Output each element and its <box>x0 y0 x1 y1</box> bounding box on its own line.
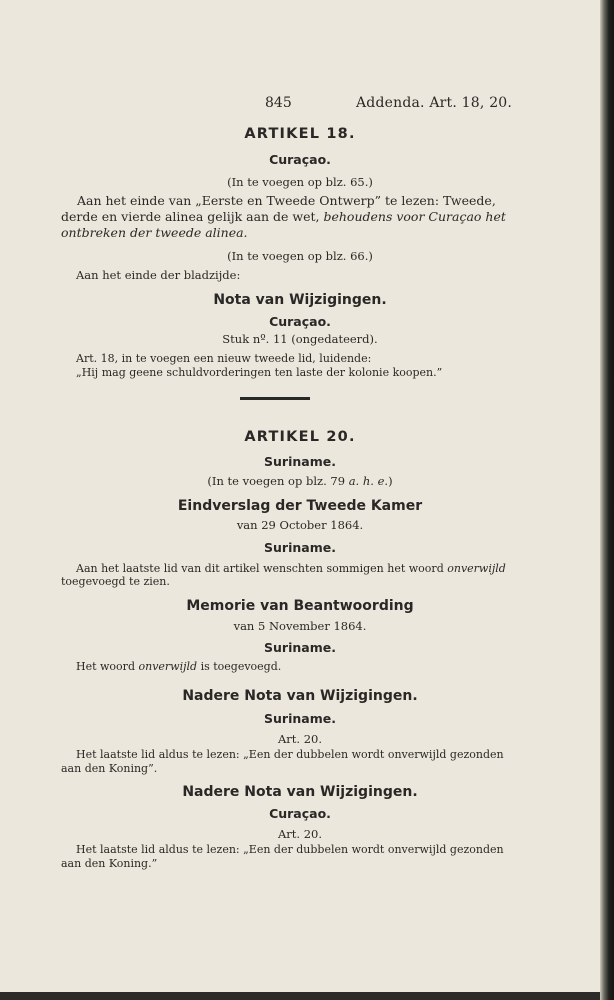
page-number: 845 <box>265 95 292 111</box>
memorie-date: van 5 November 1864. <box>233 619 367 633</box>
page-bottom-edge <box>0 992 600 1000</box>
article-18-heading: ARTIKEL 18. <box>244 126 356 142</box>
nadere-nota-1-article: Art. 20. <box>277 732 323 746</box>
amendment-line-1: Art. 18, in te voegen een nieuw tweede lid, luidende: <box>76 352 372 365</box>
report-line-2: toegevoegd te zien. <box>61 575 170 588</box>
article-18-place: Curaçao. <box>269 152 331 167</box>
nadere-nota-1-place: Suriname. <box>264 711 336 726</box>
para-text: derde en vierde alinea gelijk aan de wet, <box>61 209 324 224</box>
ref-text: ) <box>388 474 393 488</box>
nadere-nota-2-article: Art. 20. <box>277 827 323 841</box>
nota-place: Curaçao. <box>269 314 331 329</box>
running-head: Addenda. Art. 18, 20. <box>356 95 513 111</box>
nota-reference: Stuk nº. 11 (ongedateerd). <box>222 332 378 346</box>
memorie-line <box>76 660 281 673</box>
article-18-para-line-3 <box>61 225 248 240</box>
memorie-text: is toegevoegd. <box>197 660 282 673</box>
nadere-nota-2-line-2: aan den Koning.” <box>61 857 158 870</box>
report-date: van 29 October 1864. <box>236 518 364 532</box>
article-18-reference-2: (In te voegen op blz. 66.) <box>227 249 373 263</box>
article-18-reference-1: (In te voegen op blz. 65.) <box>227 175 373 189</box>
memorie-place: Suriname. <box>264 640 336 655</box>
nadere-nota-2-line-1: Het laatste lid aldus te lezen: „Een der dubbelen wordt onverwijld gezonden <box>76 843 504 856</box>
memorie-italic: onverwijld <box>138 660 198 673</box>
nadere-nota-2-place: Curaçao. <box>269 806 331 821</box>
memorie-text: Het woord <box>76 660 139 673</box>
memorie-title: Memorie van Beantwoording <box>186 598 414 614</box>
report-text: Aan het laatste lid van dit artikel wenschten sommigen het woord <box>76 562 448 575</box>
para-italic: ontbreken der tweede alinea. <box>61 225 248 240</box>
report-title: Eindverslag der Tweede Kamer <box>177 498 423 514</box>
nadere-nota-1-line-1: Het laatste lid aldus te lezen: „Een der dubbelen wordt onverwijld gezonden <box>76 748 504 761</box>
report-place: Suriname. <box>264 540 336 555</box>
para-italic: behoudens voor Curaçao het <box>323 209 506 224</box>
report-line-1 <box>76 562 506 575</box>
nadere-nota-2-title: Nadere Nota van Wijzigingen. <box>182 784 418 800</box>
note-intro: Aan het einde der bladzijde: <box>76 268 241 282</box>
nota-title: Nota van Wijzigingen. <box>213 292 387 308</box>
page-edge-shadow <box>600 0 614 1000</box>
article-20-place: Suriname. <box>264 454 336 469</box>
article-20-heading: ARTIKEL 20. <box>244 429 356 445</box>
nadere-nota-1-line-2: aan den Koning”. <box>61 762 158 775</box>
article-18-para-line-2 <box>61 209 506 224</box>
amendment-line-2: „Hij mag geene schuldvorderingen ten laste der kolonie koopen.” <box>76 366 443 379</box>
ref-italic: a. h. e. <box>348 474 389 488</box>
article-18-para-line-1 <box>77 193 496 208</box>
report-italic: onverwijld <box>447 562 506 575</box>
nadere-nota-1-title: Nadere Nota van Wijzigingen. <box>182 688 418 704</box>
para-text: Aan het einde van „Eerste en Tweede Ontwerp” te lezen: Tweede, <box>77 193 496 208</box>
article-20-reference <box>0 474 600 488</box>
section-divider <box>240 397 310 400</box>
ref-text: (In te voegen op blz. 79 <box>207 474 349 488</box>
